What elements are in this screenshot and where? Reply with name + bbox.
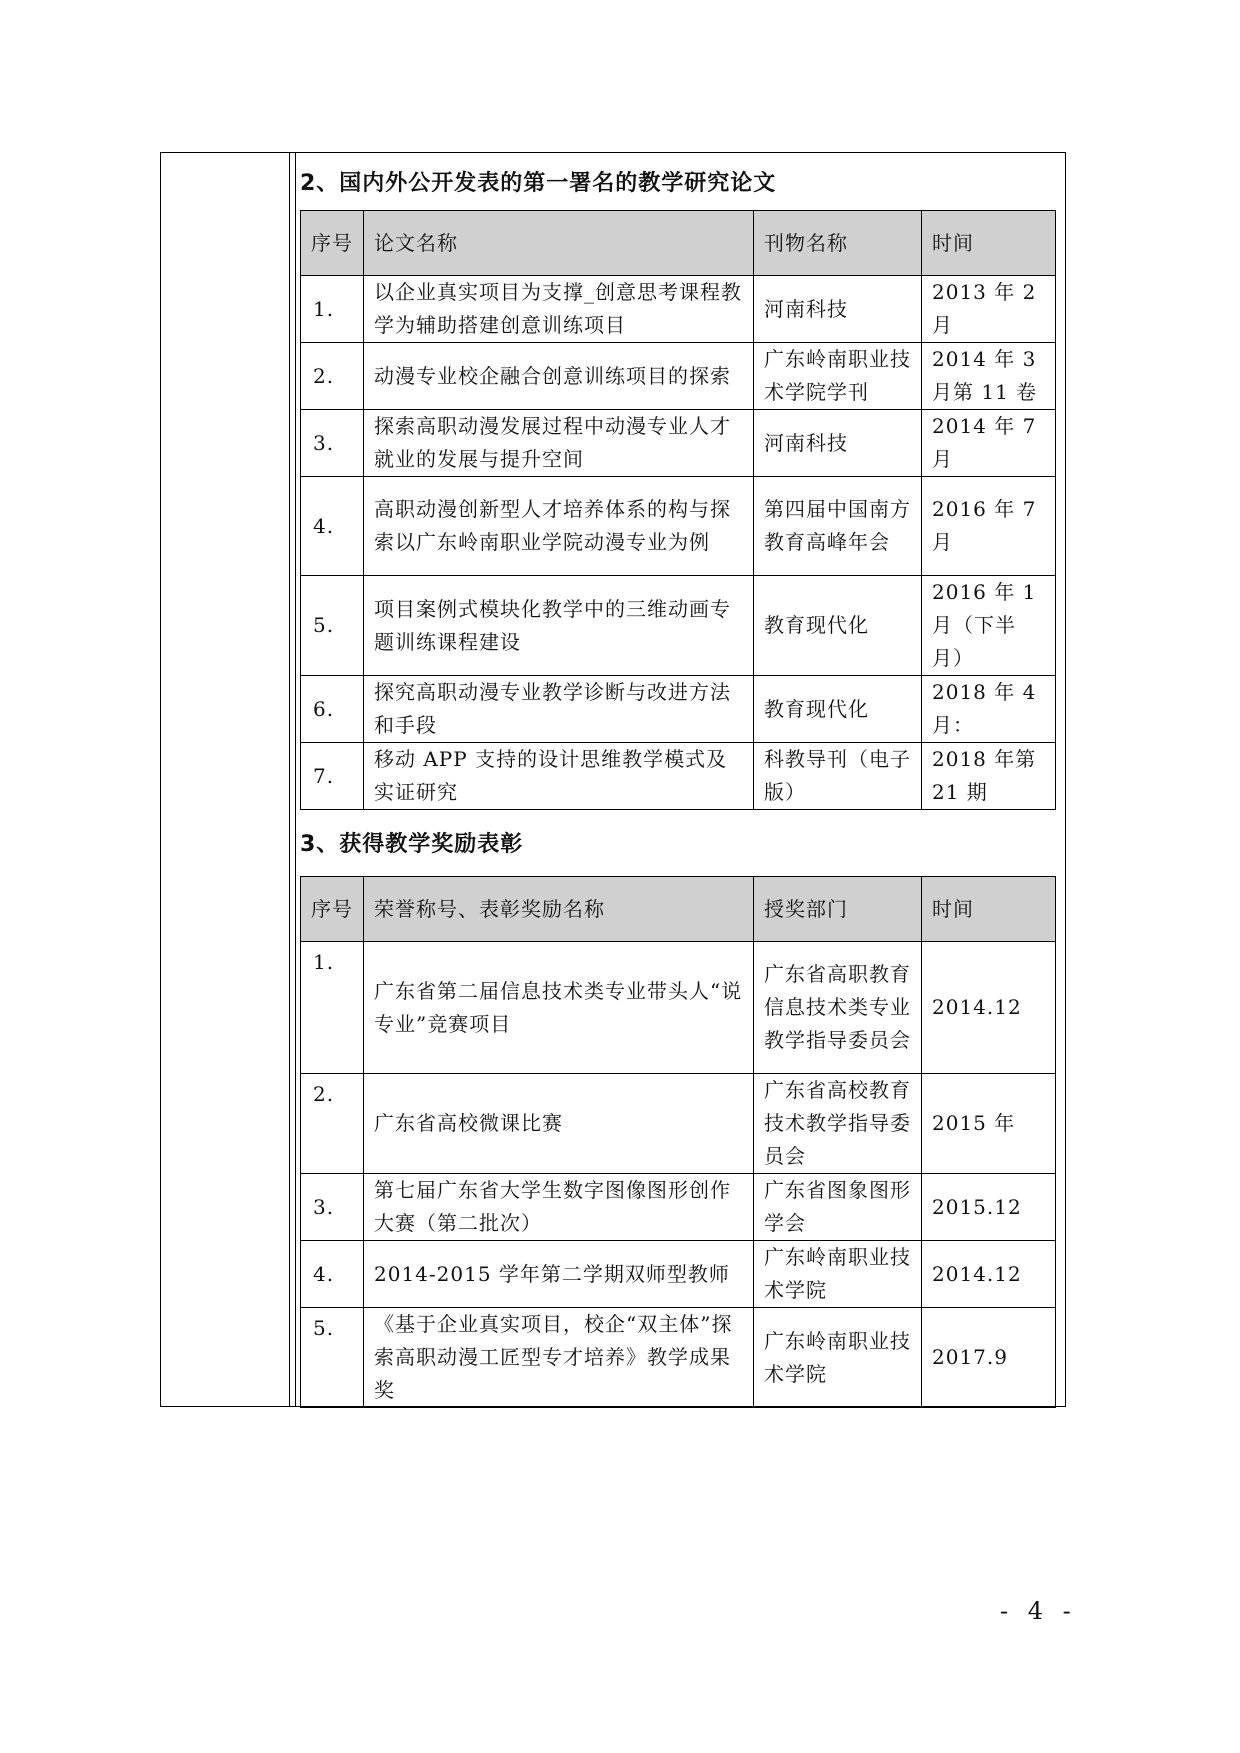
table-row [301,1174,1056,1241]
table-row [301,1241,1056,1308]
row-dept: 广东省高校教育技术教学指导委员会 [754,1074,922,1174]
row-time: 2014.12 [922,1241,1056,1308]
papers-table [300,210,1056,810]
row-journal: 教育现代化 [754,676,922,743]
row-no: 7. [301,743,364,810]
header-no: 序号 [301,211,364,276]
row-dept: 广东省图象图形学会 [754,1174,922,1241]
frame-divider [295,153,296,1406]
row-journal: 河南科技 [754,276,922,343]
header-time: 时间 [922,211,1056,276]
table-row [301,1074,1056,1174]
row-journal: 河南科技 [754,410,922,477]
row-no: 2. [301,1074,364,1174]
row-time: 2017.9 [922,1308,1056,1408]
row-paper-name: 动漫专业校企融合创意训练项目的探索 [364,343,754,410]
row-paper-name: 以企业真实项目为支撑_创意思考课程教学为辅助搭建创意训练项目 [364,276,754,343]
page-number: - 4 - [1000,1597,1077,1625]
row-award-name: 《基于企业真实项目，校企“双主体”探索高职动漫工匠型专才培养》教学成果奖 [364,1308,754,1408]
section2-title: 2、国内外公开发表的第一署名的教学研究论文 [300,171,777,196]
section3-title: 3、获得教学奖励表彰 [300,832,524,857]
row-no: 4. [301,1241,364,1308]
table-row [301,576,1056,676]
row-no: 3. [301,1174,364,1241]
table-row [301,743,1056,810]
table-header-row [301,877,1056,942]
content-area [300,152,1055,1408]
table-header-row [301,211,1056,276]
row-award-name: 第七届广东省大学生数字图像图形创作大赛（第二批次） [364,1174,754,1241]
row-no: 1. [301,276,364,343]
table-row [301,676,1056,743]
row-journal: 第四届中国南方教育高峰年会 [754,477,922,576]
row-dept: 广东省高职教育信息技术类专业教学指导委员会 [754,942,922,1074]
row-paper-name: 移动 APP 支持的设计思维教学模式及实证研究 [364,743,754,810]
table-row [301,276,1056,343]
row-paper-name: 高职动漫创新型人才培养体系的构与探索以广东岭南职业学院动漫专业为例 [364,477,754,576]
header-journal: 刊物名称 [754,211,922,276]
row-time: 2015.12 [922,1174,1056,1241]
table-row [301,343,1056,410]
header-paper-name: 论文名称 [364,211,754,276]
row-no: 5. [301,1308,364,1408]
row-dept: 广东岭南职业技术学院 [754,1308,922,1408]
row-time: 2018 年第 21 期 [922,743,1056,810]
row-time: 2016 年 7 月 [922,477,1056,576]
row-no: 2. [301,343,364,410]
row-journal: 教育现代化 [754,576,922,676]
row-award-name: 2014-2015 学年第二学期双师型教师 [364,1241,754,1308]
header-no: 序号 [301,877,364,942]
frame-divider [289,153,290,1406]
row-time: 2014 年 3 月第 11 卷 [922,343,1056,410]
row-time: 2016 年 1 月（下半月） [922,576,1056,676]
row-no: 6. [301,676,364,743]
row-paper-name: 探究高职动漫专业教学诊断与改进方法和手段 [364,676,754,743]
row-no: 1. [301,942,364,1074]
header-award-name: 荣誉称号、表彰奖励名称 [364,877,754,942]
row-award-name: 广东省第二届信息技术类专业带头人“说专业”竞赛项目 [364,942,754,1074]
row-no: 4. [301,477,364,576]
table-row [301,410,1056,477]
row-paper-name: 项目案例式模块化教学中的三维动画专题训练课程建设 [364,576,754,676]
table-row [301,942,1056,1074]
row-time: 2018 年 4 月： [922,676,1056,743]
header-time: 时间 [922,877,1056,942]
row-journal: 广东岭南职业技术学院学刊 [754,343,922,410]
awards-table [300,876,1056,1408]
row-dept: 广东岭南职业技术学院 [754,1241,922,1308]
row-no: 5. [301,576,364,676]
row-journal: 科教导刊（电子版） [754,743,922,810]
row-paper-name: 探索高职动漫发展过程中动漫专业人才就业的发展与提升空间 [364,410,754,477]
row-time: 2014 年 7 月 [922,410,1056,477]
row-time: 2013 年 2 月 [922,276,1056,343]
header-dept: 授奖部门 [754,877,922,942]
table-row [301,1308,1056,1408]
table-row [301,477,1056,576]
row-time: 2015 年 [922,1074,1056,1174]
row-no: 3. [301,410,364,477]
row-time: 2014.12 [922,942,1056,1074]
row-award-name: 广东省高校微课比赛 [364,1074,754,1174]
